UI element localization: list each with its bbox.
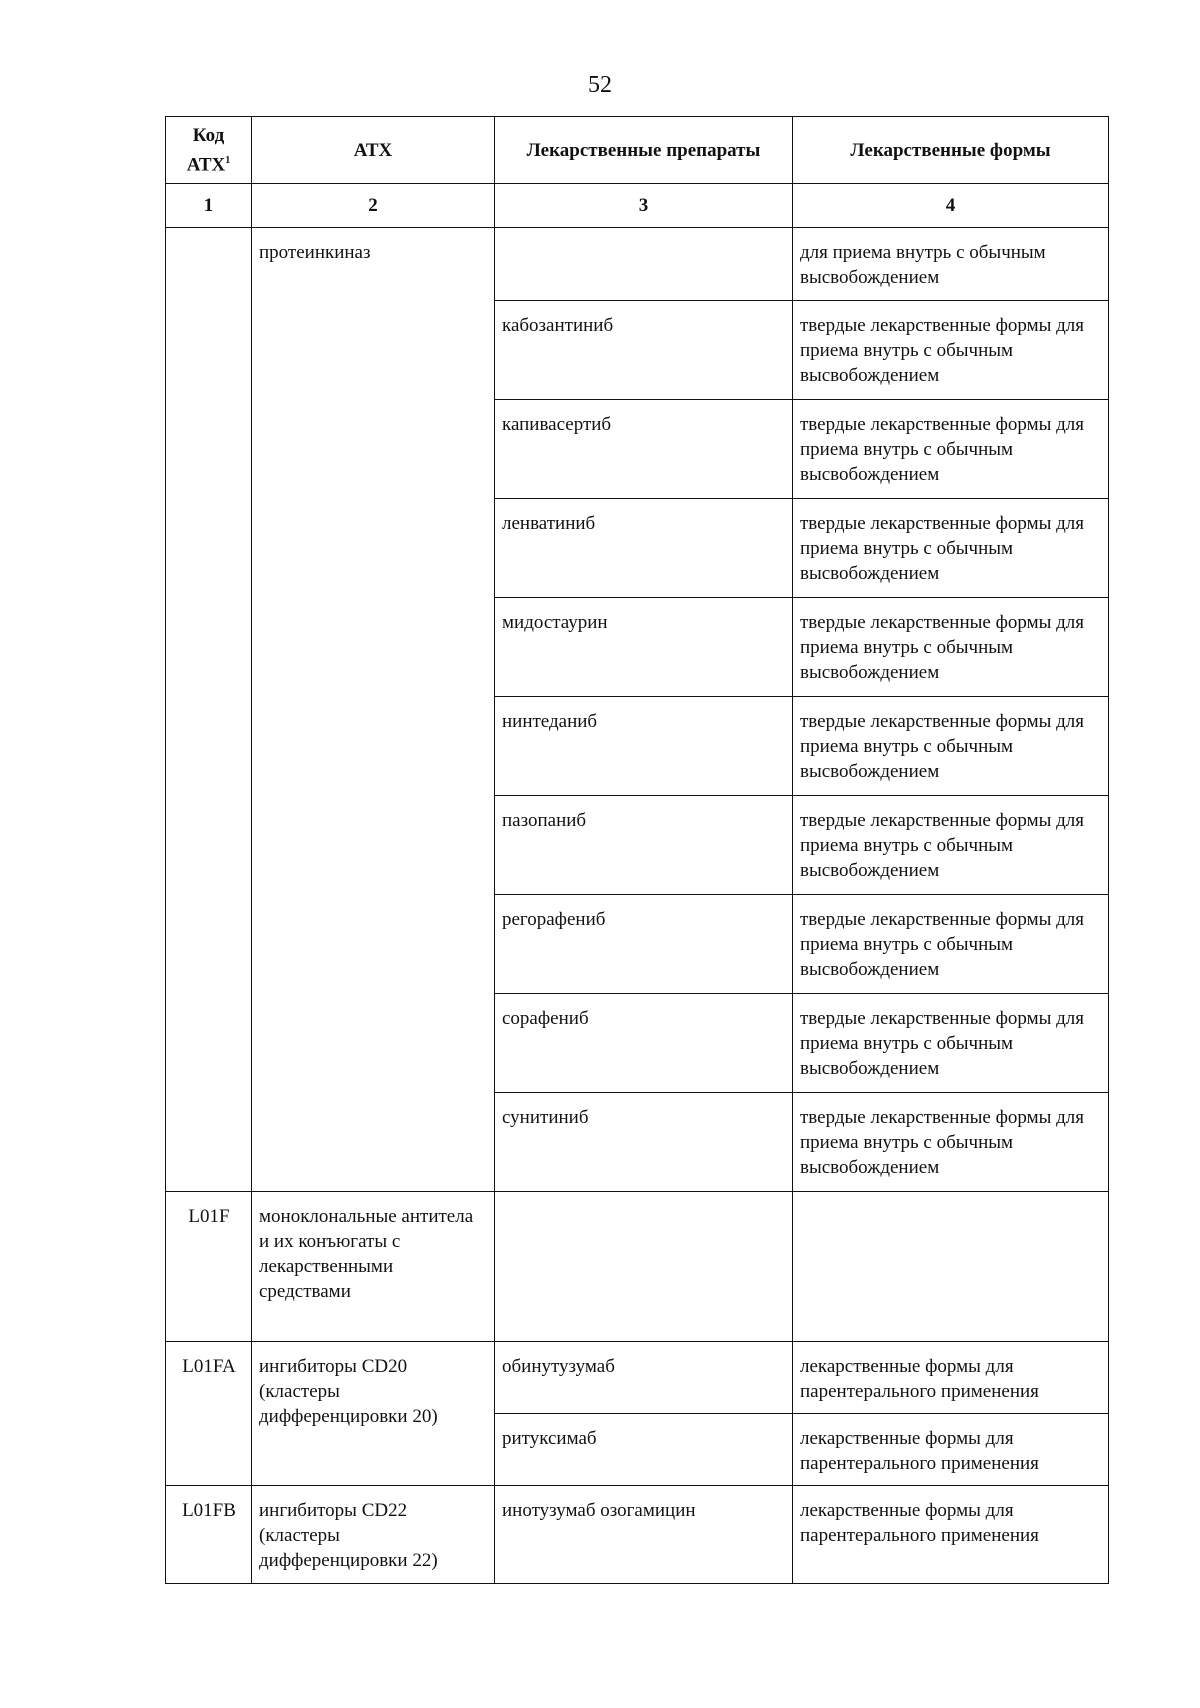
code-cell: L01F [166, 1192, 252, 1342]
drug-cell: кабозантиниб [495, 301, 793, 400]
table-row [166, 1342, 1109, 1414]
code-cell: L01FB [166, 1486, 252, 1584]
column-number: 3 [495, 184, 793, 228]
drug-table [165, 116, 1109, 1584]
table-row [166, 1486, 1109, 1584]
form-cell: твердые лекарственные формы для приема внутрь с обычным высвобождением [793, 1093, 1109, 1192]
drug-cell: капивасертиб [495, 400, 793, 499]
atc-cell: протеинкиназ [252, 228, 495, 1192]
form-cell: твердые лекарственные формы для приема внутрь с обычным высвобождением [793, 697, 1109, 796]
form-cell: твердые лекарственные формы для приема внутрь с обычным высвобождением [793, 598, 1109, 697]
column-number: 4 [793, 184, 1109, 228]
form-cell: твердые лекарственные формы для приема внутрь с обычным высвобождением [793, 499, 1109, 598]
drug-cell: сорафениб [495, 994, 793, 1093]
drug-cell: ленватиниб [495, 499, 793, 598]
form-cell: твердые лекарственные формы для приема внутрь с обычным высвобождением [793, 895, 1109, 994]
table-row [166, 228, 1109, 301]
code-cell: L01FA [166, 1342, 252, 1486]
header-forms: Лекарственные формы [793, 117, 1109, 184]
form-cell: твердые лекарственные формы для приема внутрь с обычным высвобождением [793, 796, 1109, 895]
drug-cell [495, 228, 793, 301]
table-row [166, 1192, 1109, 1342]
drug-cell: мидостаурин [495, 598, 793, 697]
atc-cell: ингибиторы CD22 (кластеры дифференцировки 22) [252, 1486, 495, 1584]
form-cell: лекарственные формы для парентерального применения [793, 1414, 1109, 1486]
form-cell: лекарственные формы для парентерального применения [793, 1486, 1109, 1584]
form-cell: твердые лекарственные формы для приема внутрь с обычным высвобождением [793, 301, 1109, 400]
column-number-row [166, 184, 1109, 228]
form-cell [793, 1192, 1109, 1342]
drug-cell [495, 1192, 793, 1342]
drug-cell: ритуксимаб [495, 1414, 793, 1486]
drug-cell: сунитиниб [495, 1093, 793, 1192]
page-number: 52 [588, 72, 612, 98]
code-cell [166, 228, 252, 1192]
drug-cell: обинутузумаб [495, 1342, 793, 1414]
form-cell: лекарственные формы для парентерального применения [793, 1342, 1109, 1414]
form-cell: твердые лекарственные формы для приема внутрь с обычным высвобождением [793, 400, 1109, 499]
header-atc: АТХ [252, 117, 495, 184]
drug-cell: регорафениб [495, 895, 793, 994]
form-cell: твердые лекарственные формы для приема внутрь с обычным высвобождением [793, 994, 1109, 1093]
column-number: 1 [166, 184, 252, 228]
drug-cell: инотузумаб озогамицин [495, 1486, 793, 1584]
form-cell: для приема внутрь с обычным высвобождением [793, 228, 1109, 301]
atc-cell: моноклональные антитела и их конъюгаты с лекарственными средствами [252, 1192, 495, 1342]
drug-cell: пазопаниб [495, 796, 793, 895]
header-atc-code: Код АТХ$^1$ [166, 117, 252, 184]
atc-cell: ингибиторы CD20 (кластеры дифференцировки 20) [252, 1342, 495, 1486]
drug-cell: нинтеданиб [495, 697, 793, 796]
header-drugs: Лекарственные препараты [495, 117, 793, 184]
column-number: 2 [252, 184, 495, 228]
table-header-row [166, 117, 1109, 184]
